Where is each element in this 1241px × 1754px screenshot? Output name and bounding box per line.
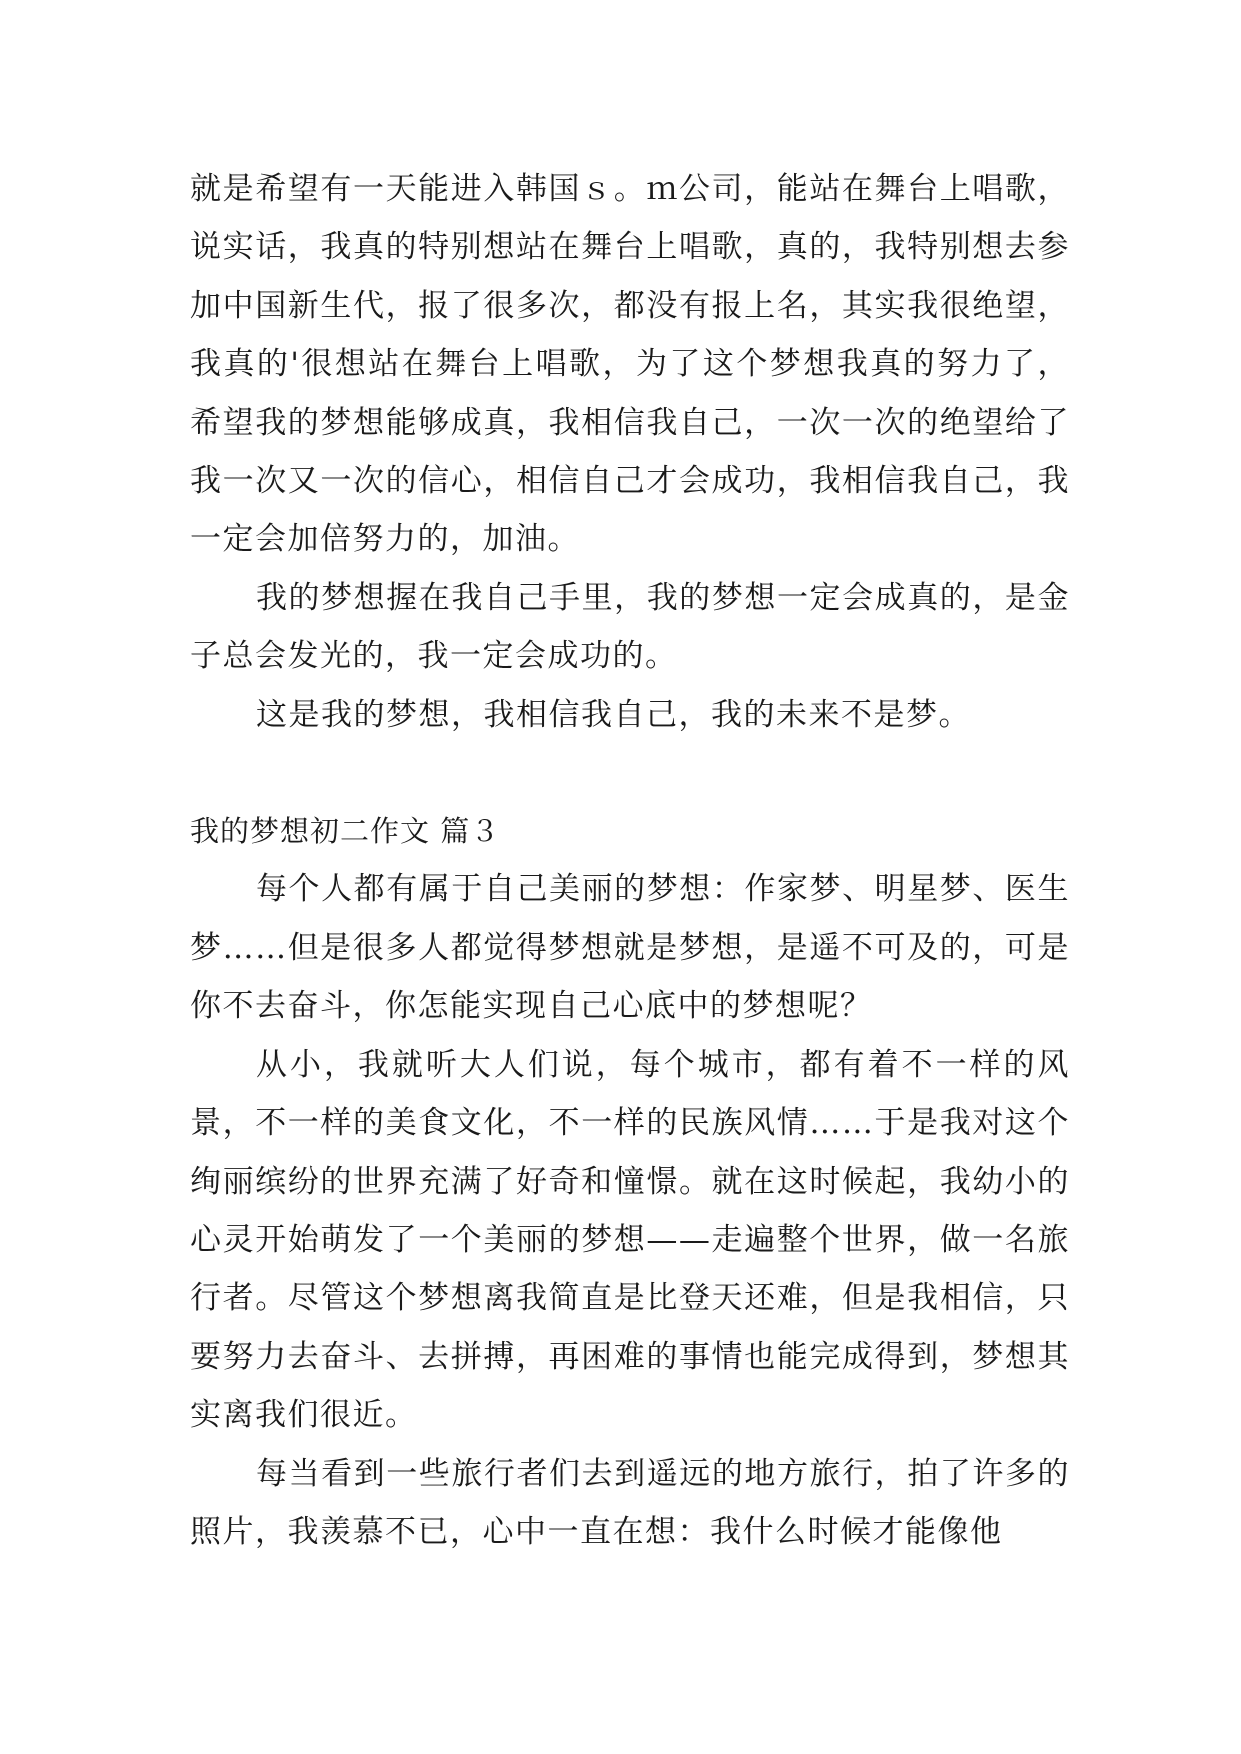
- paragraph-6: 每当看到一些旅行者们去到遥远的地方旅行，拍了许多的照片，我羡慕不已，心中一直在想：我什么时候才能像他: [190, 1455, 1070, 1550]
- paragraph-3: 这是我的梦想，我相信我自己，我的未来不是梦。: [256, 696, 971, 733]
- section-spacer: [190, 744, 1070, 802]
- paragraph-2: 我的梦想握在我自己手里，我的梦想一定会成真的，是金子总会发光的，我一定会成功的。: [190, 579, 1070, 675]
- paragraph-1: 就是希望有一天能进入韩国ｓ。ｍ公司，能站在舞台上唱歌，说实话，我真的特别想站在舞台上唱歌，真的，我特别想去参加中国新生代，报了很多次，都没有报上名，其实我很绝望，我真的'很想站在舞台上唱歌，为了这个梦想我真的努力了，希望我的梦想能够成真，我相信我自己，一次一次的绝望给了我一次又一次的信心，相信自己才会成功，我相信我自己，我一定会加倍努力的，加油。: [190, 171, 1070, 558]
- paragraph-4: 每个人都有属于自己美丽的梦想：作家梦、明星梦、医生梦……但是很多人都觉得梦想就是梦想，是遥不可及的，可是你不去奋斗，你怎能实现自己心底中的梦想呢？: [190, 871, 1070, 1025]
- paragraph-5: 从小，我就听大人们说，每个城市，都有着不一样的风景，不一样的美食文化，不一样的民族风情……于是我对这个绚丽缤纷的世界充满了好奇和憧憬。就在这时候起，我幼小的心灵开始萌发了一个美丽的梦想——走遍整个世界，做一名旅行者。尽管这个梦想离我简直是比登天还难，但是我相信，只要努力去奋斗、去拼搏，再困难的事情也能完成得到，梦想其实离我们很近。: [190, 1046, 1070, 1434]
- section-title: 我的梦想初二作文 篇３: [190, 814, 501, 849]
- document-body: [190, 160, 1070, 1561]
